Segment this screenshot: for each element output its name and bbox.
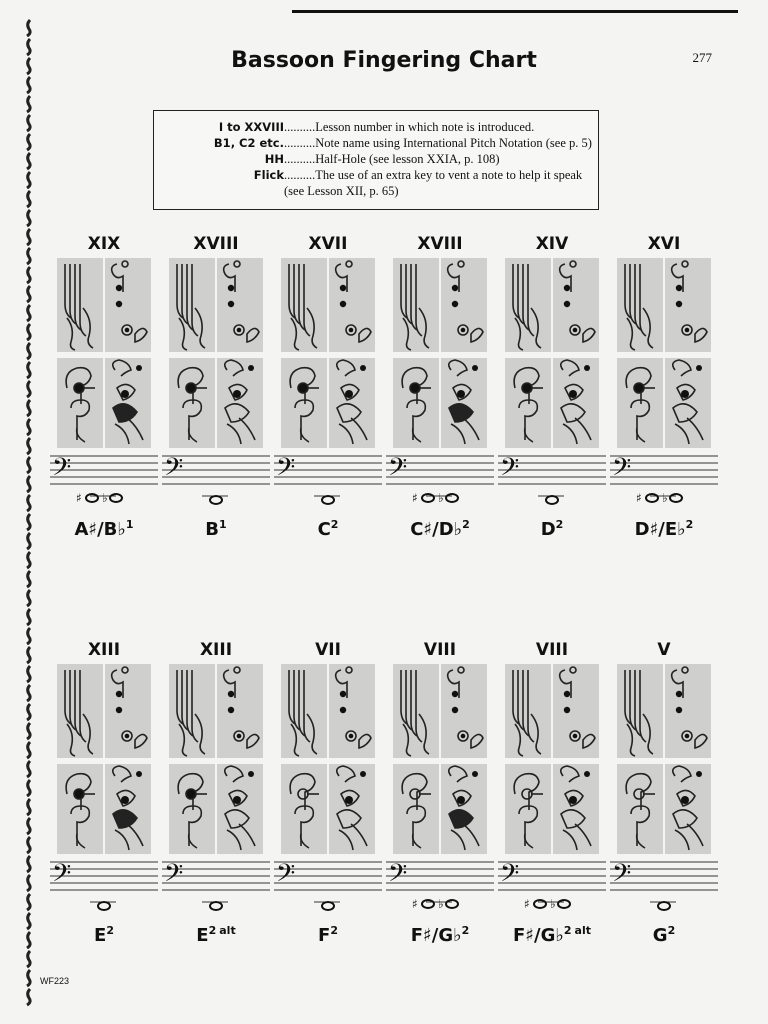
lesson-number: XVII	[308, 234, 348, 254]
note-letter: B	[205, 519, 220, 540]
lesson-number: VIII	[535, 640, 569, 660]
note-name	[608, 924, 720, 946]
bass-clef-staff	[162, 858, 270, 922]
fingering-column	[272, 234, 384, 540]
fingering-diagram	[281, 258, 375, 448]
octave-number: 2	[106, 924, 114, 937]
note-name	[608, 518, 720, 540]
bass-clef-staff	[610, 452, 718, 516]
bass-clef-staff	[162, 452, 270, 516]
bass-clef-icon: 𝄢	[164, 859, 184, 894]
lesson-number: XIV	[535, 234, 569, 254]
fingering-diagram	[57, 258, 151, 448]
lesson-number: VIII	[423, 640, 457, 660]
fingering-column	[272, 640, 384, 946]
legend-box	[153, 110, 599, 210]
octave-number: 1	[125, 518, 134, 531]
legend-desc: Lesson number in which note is introduced.	[315, 120, 535, 134]
note-name	[384, 518, 496, 540]
legend-key: HH	[264, 152, 284, 166]
octave-number: 2	[330, 924, 338, 937]
bass-clef-staff	[498, 858, 606, 922]
flat-icon: ♭	[102, 491, 108, 505]
bass-clef-staff	[386, 858, 494, 922]
fingering-column	[384, 640, 496, 946]
bass-clef-staff	[498, 452, 606, 516]
bass-clef-icon: 𝄢	[164, 453, 184, 488]
lesson-number: XIX	[87, 234, 121, 254]
lesson-number: XIII	[87, 640, 121, 660]
bass-clef-icon: 𝄢	[388, 453, 408, 488]
note-letter: G	[652, 925, 668, 946]
note-name	[160, 518, 272, 540]
lesson-number: XVIII	[193, 234, 239, 254]
fingering-column	[496, 640, 608, 946]
sharp-icon: ♯	[636, 491, 642, 505]
fingering-column	[160, 234, 272, 540]
legend-row: Flick ..........The use of an extra key to vent a note to help it speak	[154, 167, 598, 183]
note-letter: F♯/G♭	[410, 925, 462, 946]
fingering-column	[608, 234, 720, 540]
legend-key: Flick	[253, 168, 284, 182]
lesson-number: XVIII	[417, 234, 463, 254]
lesson-number: V	[657, 640, 671, 660]
legend-desc: The use of an extra key to vent a note to help it speak	[315, 168, 583, 182]
bass-clef-icon: 𝄢	[52, 859, 72, 894]
fingering-column	[496, 234, 608, 540]
bass-clef-staff	[274, 452, 382, 516]
page-title: Bassoon Fingering Chart	[231, 48, 537, 73]
note-name	[496, 924, 608, 946]
fingering-column	[48, 640, 160, 946]
bass-clef-staff	[386, 452, 494, 516]
bass-clef-icon: 𝄢	[276, 453, 296, 488]
sharp-icon: ♯	[412, 491, 418, 505]
bass-clef-icon: 𝄢	[612, 859, 632, 894]
legend-row: B1, C2 etc. ..........Note name using International Pitch Notation (see p. 5)	[154, 135, 598, 151]
lesson-number: VII	[315, 640, 341, 660]
bass-clef-staff	[610, 858, 718, 922]
bass-clef-staff	[274, 858, 382, 922]
legend-key: B1, C2 etc.	[213, 136, 284, 150]
note-name	[160, 924, 272, 946]
note-name	[272, 518, 384, 540]
sharp-icon: ♯	[524, 897, 530, 911]
lesson-number: XIII	[199, 640, 233, 660]
octave-number: 2	[208, 924, 217, 937]
flat-icon: ♭	[438, 897, 444, 911]
octave-number: 2	[685, 518, 694, 531]
fingering-column	[384, 234, 496, 540]
flat-icon: ♭	[550, 897, 556, 911]
octave-number: 2	[330, 518, 339, 531]
bass-clef-icon: 𝄢	[276, 859, 296, 894]
fingering-diagram	[169, 258, 263, 448]
note-letter: F♯/G♭	[513, 925, 564, 946]
bass-clef-icon: 𝄢	[500, 859, 520, 894]
note-name	[496, 518, 608, 540]
bass-clef-staff	[50, 858, 158, 922]
fingering-diagram	[505, 664, 599, 854]
octave-number: 2	[563, 924, 572, 937]
bass-clef-icon: 𝄢	[52, 453, 72, 488]
legend-row: HH ..........Half-Hole (see lesson XXIA, p. 108)	[154, 151, 598, 167]
bass-clef-icon: 𝄢	[500, 453, 520, 488]
bass-clef-staff	[50, 452, 158, 516]
sharp-icon: ♯	[76, 491, 82, 505]
legend-continuation: (see Lesson XII, p. 65)	[284, 184, 399, 198]
note-name	[48, 518, 160, 540]
note-letter: E	[196, 925, 209, 946]
octave-number: 2	[461, 924, 470, 937]
alt-label: alt	[219, 924, 236, 937]
note-letter: E	[94, 925, 107, 946]
top-rule	[292, 10, 738, 13]
alt-label: alt	[574, 924, 591, 937]
legend-key: I to XXVIII	[218, 120, 284, 134]
legend-desc: Half-Hole (see lesson XXIA, p. 108)	[315, 152, 500, 166]
sharp-icon: ♯	[412, 897, 418, 911]
fingering-diagram	[281, 664, 375, 854]
page-number: 277	[692, 50, 712, 65]
note-letter: F	[318, 925, 331, 946]
spiral-binding	[0, 0, 40, 1024]
fingering-diagram	[57, 664, 151, 854]
lesson-number: XVI	[647, 234, 681, 254]
octave-number: 2	[667, 924, 676, 937]
octave-number: 2	[555, 518, 564, 531]
fingering-column	[608, 640, 720, 946]
fingering-diagram	[393, 664, 487, 854]
fingering-column	[160, 640, 272, 946]
fingering-diagram	[393, 258, 487, 448]
note-letter: A♯/B♭	[74, 519, 126, 540]
legend-desc: Note name using International Pitch Notation (see p. 5)	[315, 136, 592, 150]
bass-clef-icon: 𝄢	[388, 859, 408, 894]
flat-icon: ♭	[438, 491, 444, 505]
note-name	[48, 924, 160, 946]
octave-number: 2	[462, 518, 470, 531]
octave-number: 1	[219, 518, 227, 531]
flat-icon: ♭	[662, 491, 668, 505]
fingering-diagram	[169, 664, 263, 854]
note-letter: C♯/D♭	[410, 519, 463, 540]
note-name	[272, 924, 384, 946]
note-letter: C	[317, 519, 331, 540]
note-letter: D	[540, 519, 556, 540]
fingering-diagram	[617, 664, 711, 854]
fingering-diagram	[505, 258, 599, 448]
fingering-diagram	[617, 258, 711, 448]
legend-row: I to XXVIII ..........Lesson number in which note is introduced.	[154, 119, 598, 135]
note-name	[384, 924, 496, 946]
footer-code: WF223	[40, 976, 70, 986]
fingering-column	[48, 234, 160, 540]
note-letter: D♯/E♭	[634, 519, 686, 540]
bass-clef-icon: 𝄢	[612, 453, 632, 488]
